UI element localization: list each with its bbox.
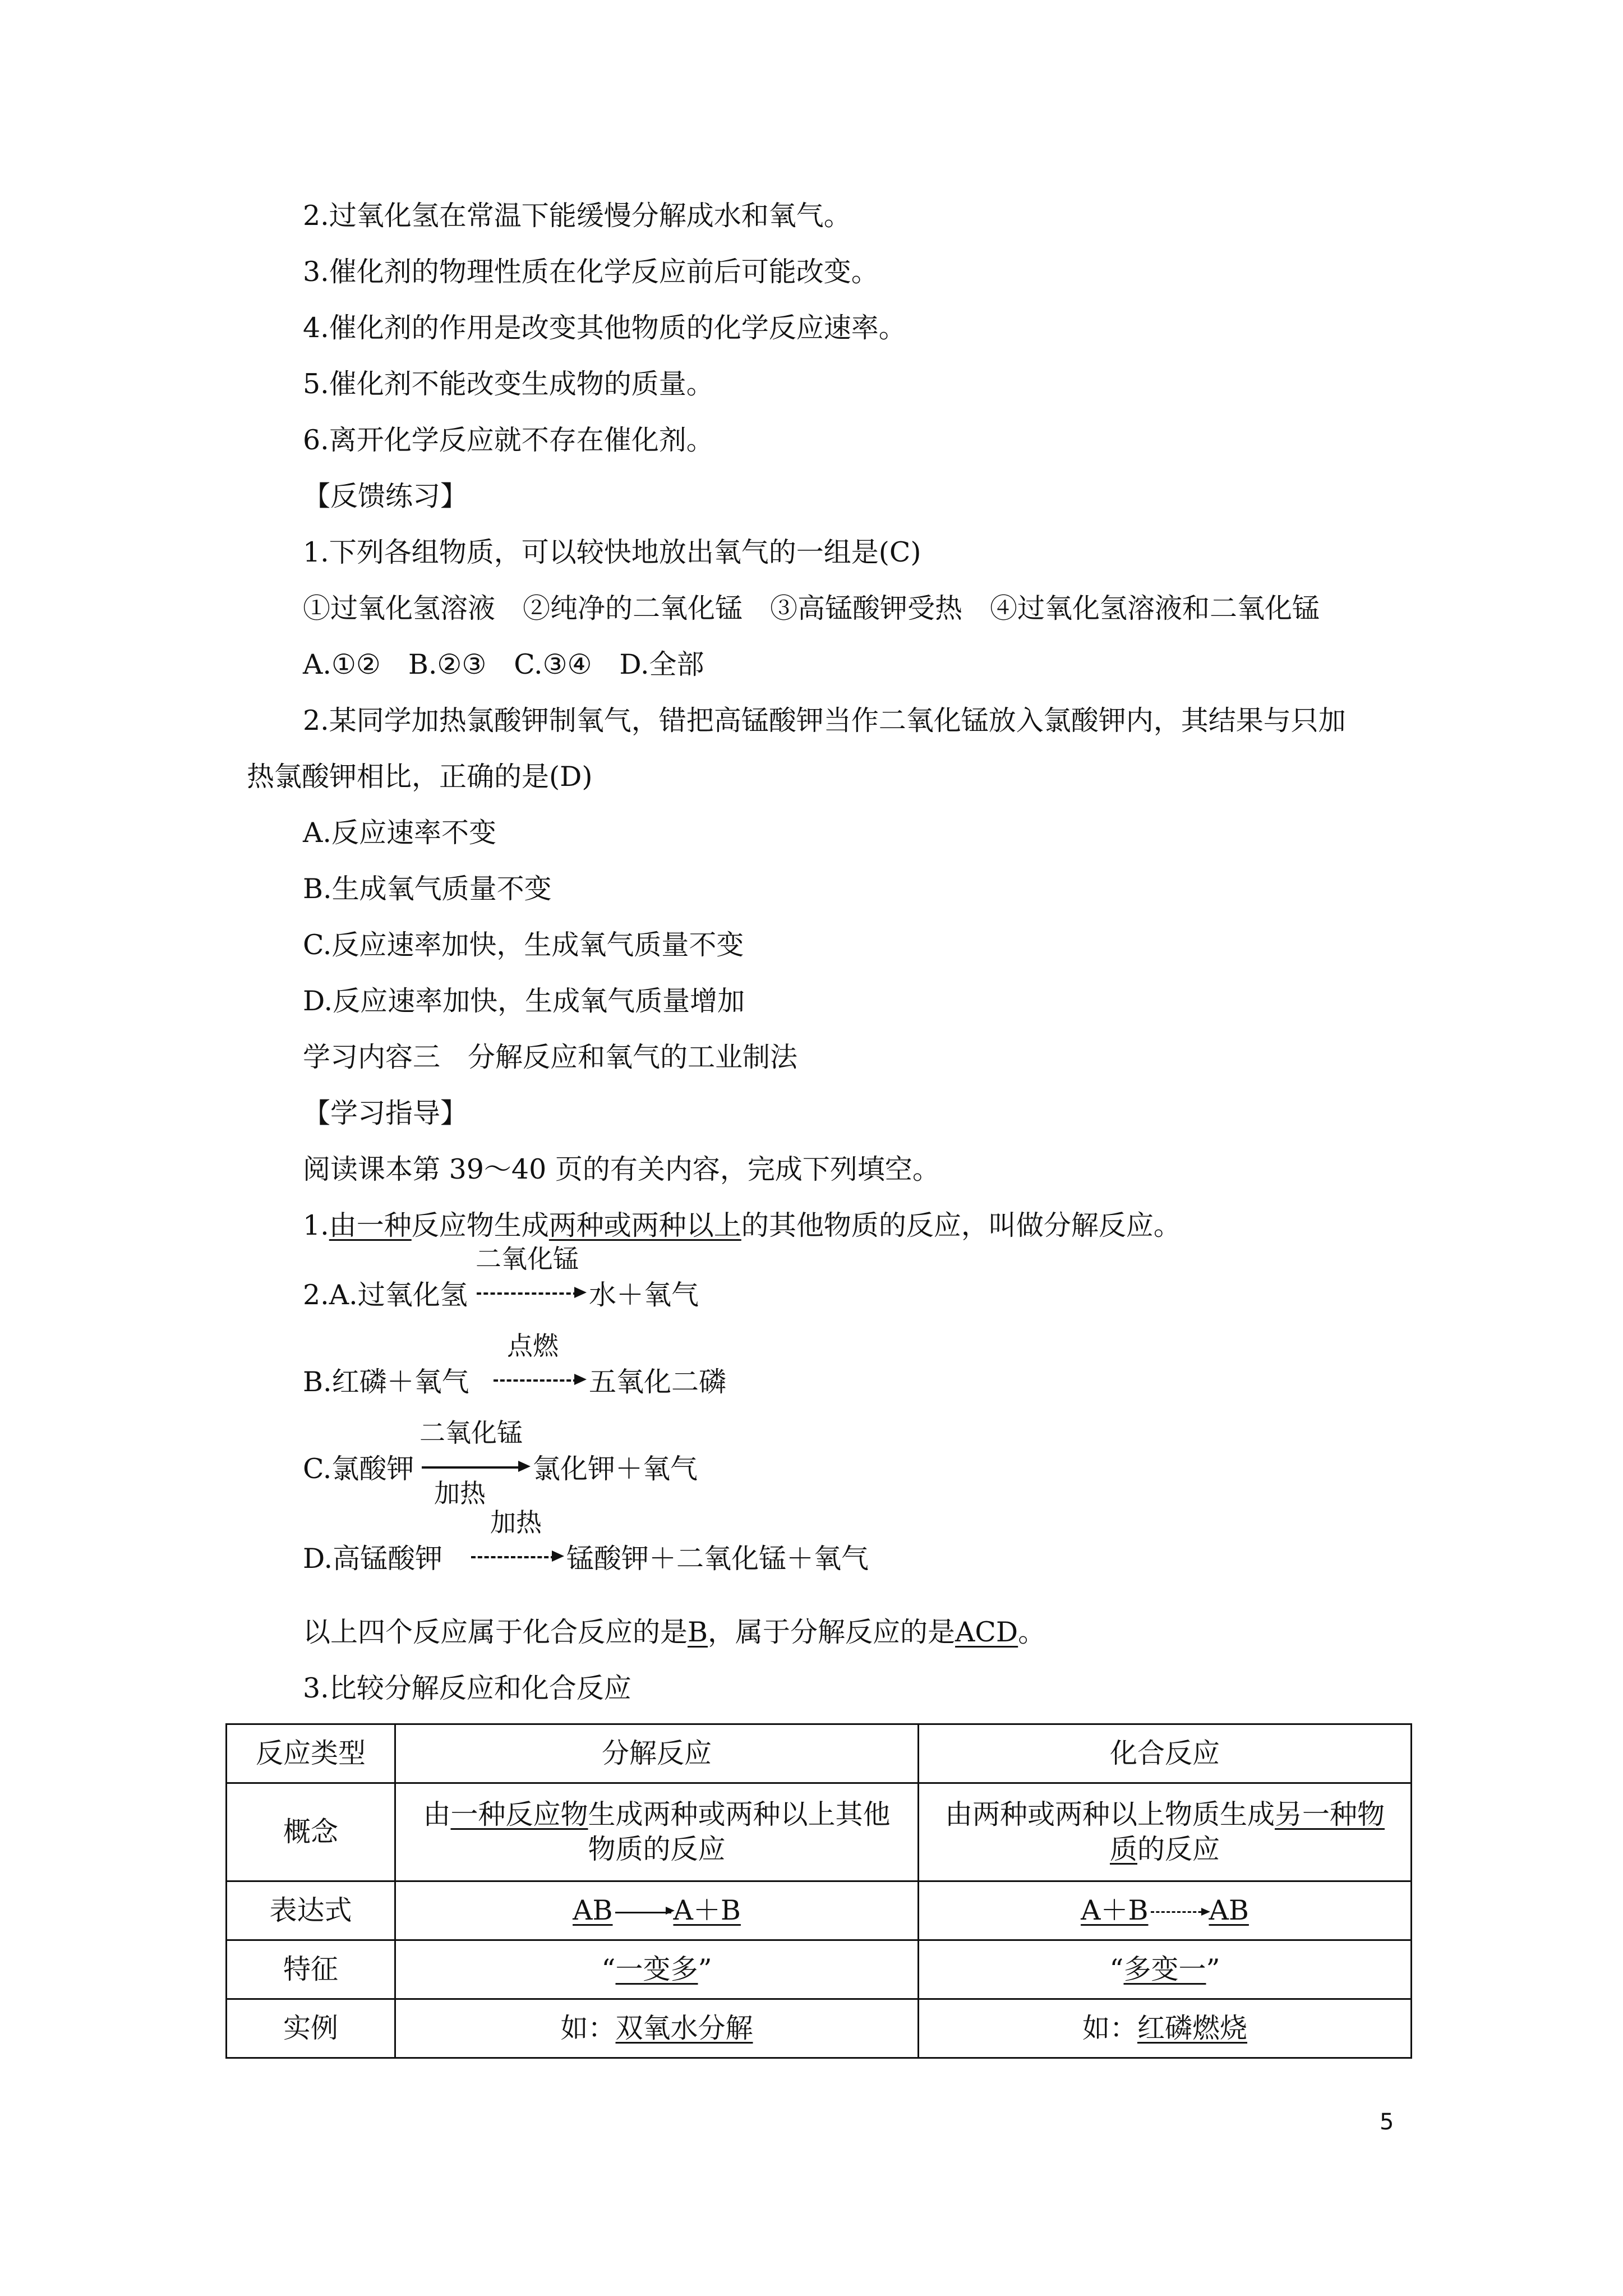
table-cell: [919, 1940, 1412, 1999]
reaction-condition: 加热: [434, 1478, 486, 1508]
table-cell: [395, 1783, 919, 1881]
answer-blank: 一变多: [615, 1953, 698, 1985]
text: ，属于分解反应的是: [708, 1616, 956, 1648]
question-1: 1.下列各组物质，可以较快地放出氧气的一组是(C): [303, 536, 921, 568]
table-cell: 反应类型: [227, 1724, 395, 1783]
reactant: 2.A.过氧化氢: [303, 1279, 468, 1311]
reaction-condition: 点燃: [507, 1331, 559, 1361]
text: 的反应: [1137, 1833, 1220, 1865]
section-heading: 【学习指导】: [303, 1097, 468, 1129]
table-cell: [395, 1940, 919, 1999]
table-cell: [919, 1999, 1412, 2058]
question-2: 2.某同学加热氯酸钾制氧气，错把高锰酸钾当作二氧化锰放入氯酸钾内，其结果与只加: [303, 705, 1346, 737]
text-line: 3.催化剂的物理性质在化学反应前后可能改变。: [303, 256, 879, 288]
instruction-line: 阅读课本第 39～40 页的有关内容，完成下列填空。: [303, 1153, 940, 1185]
table-cell: 化合反应: [919, 1724, 1412, 1783]
arrow-icon: [615, 1912, 671, 1913]
answer-blank: 两种或两种以上: [548, 1209, 741, 1241]
text: 以上四个反应属于化合反应的是: [303, 1616, 688, 1648]
text-line: 2.过氧化氢在常温下能缓慢分解成水和氧气。: [303, 200, 851, 232]
reaction-condition: 加热: [490, 1507, 542, 1538]
table-row: [227, 1940, 1412, 1999]
summary-line: [303, 1616, 1045, 1649]
answer-blank: 红磷燃烧: [1137, 2012, 1248, 2044]
table-cell: 特征: [227, 1940, 395, 1999]
product: 氯化钾＋氧气: [533, 1453, 698, 1485]
answer-blank: 另一种物质: [1109, 1798, 1385, 1865]
question-2-option-d: D.反应速率加快，生成氧气质量增加: [303, 985, 745, 1017]
text: AB: [1209, 1894, 1249, 1926]
table-cell: [395, 1999, 919, 2058]
expression: [573, 1894, 741, 1926]
reaction-condition: 二氧化锰: [476, 1244, 579, 1274]
text: 由: [423, 1798, 451, 1830]
text: 。: [1018, 1616, 1046, 1648]
text: A＋B: [673, 1894, 741, 1926]
section-title: 学习内容三 分解反应和氧气的工业制法: [303, 1041, 798, 1073]
text: “: [1109, 1953, 1124, 1985]
text: 1.: [303, 1209, 329, 1241]
reactant: D.高锰酸钾: [303, 1543, 443, 1575]
arrow-icon: [1151, 1911, 1207, 1915]
text-line: 4.催化剂的作用是改变其他物质的化学反应速率。: [303, 312, 906, 344]
reaction-arrow: [477, 1292, 578, 1297]
comparison-table: [225, 1723, 1412, 2059]
table-cell: 概念: [227, 1783, 395, 1881]
table-row: [227, 1783, 1412, 1881]
question-2-option-b: B.生成氧气质量不变: [303, 873, 552, 905]
answer-blank: 由一种: [329, 1209, 412, 1241]
answer-blank: ACD: [955, 1616, 1018, 1648]
text: AB: [573, 1894, 613, 1926]
text: 由两种或两种以上物质生成: [944, 1798, 1275, 1830]
question-1-options: A.①② B.②③ C.③④ D.全部: [303, 648, 704, 680]
product: 五氧化二磷: [589, 1366, 727, 1398]
text-line: 6.离开化学反应就不存在催化剂。: [303, 424, 714, 456]
question-2-option-a: A.反应速率不变: [303, 817, 496, 849]
reaction-arrow: [422, 1466, 522, 1471]
section-heading: 【反馈练习】: [303, 480, 468, 512]
table-cell: [395, 1881, 919, 1940]
reaction-arrow: [471, 1556, 555, 1561]
question-2-option-c: C.反应速率加快，生成氧气质量不变: [303, 929, 744, 961]
question-2-cont: 热氯酸钾相比，正确的是(D): [247, 761, 593, 793]
text: A＋B: [1081, 1894, 1149, 1926]
compare-heading: 3.比较分解反应和化合反应: [303, 1672, 631, 1704]
text: 的其他物质的反应，叫做分解反应。: [741, 1209, 1181, 1241]
text: “: [601, 1953, 616, 1985]
table-cell: 实例: [227, 1999, 395, 2058]
text: 生成两种或两种以上其他物质的反应: [588, 1798, 891, 1865]
text-line: 5.催化剂不能改变生成物的质量。: [303, 368, 714, 400]
table-cell: [919, 1783, 1412, 1881]
table-row: [227, 1724, 1412, 1783]
text: ”: [698, 1953, 712, 1985]
table-cell: 分解反应: [395, 1724, 919, 1783]
expression: [1081, 1894, 1249, 1926]
answer-blank: 双氧水分解: [615, 2012, 753, 2044]
text: 如：: [1082, 2012, 1137, 2044]
text: 如：: [560, 2012, 616, 2044]
reaction-arrow: [494, 1379, 578, 1384]
text: 反应物生成: [411, 1209, 549, 1241]
table-cell: [919, 1881, 1412, 1940]
answer-blank: B: [688, 1616, 708, 1648]
table-row: [227, 1881, 1412, 1940]
question-1-items: ①过氧化氢溶液 ②纯净的二氧化锰 ③高锰酸钾受热 ④过氧化氢溶液和二氧化锰: [303, 592, 1320, 624]
answer-blank: 多变一: [1123, 1953, 1206, 1985]
product: 锰酸钾＋二氧化锰＋氧气: [566, 1543, 869, 1575]
reactant: C.氯酸钾: [303, 1453, 414, 1485]
product: 水＋氧气: [589, 1279, 699, 1311]
answer-blank: 一种反应物: [450, 1798, 588, 1830]
table-cell: 表达式: [227, 1881, 395, 1940]
definition-line: [303, 1209, 1181, 1243]
reactant: B.红磷＋氧气: [303, 1366, 469, 1398]
page-number: 5: [1380, 2109, 1394, 2135]
table-row: [227, 1999, 1412, 2058]
reaction-condition: 二氧化锰: [419, 1418, 523, 1448]
text: ”: [1206, 1953, 1220, 1985]
